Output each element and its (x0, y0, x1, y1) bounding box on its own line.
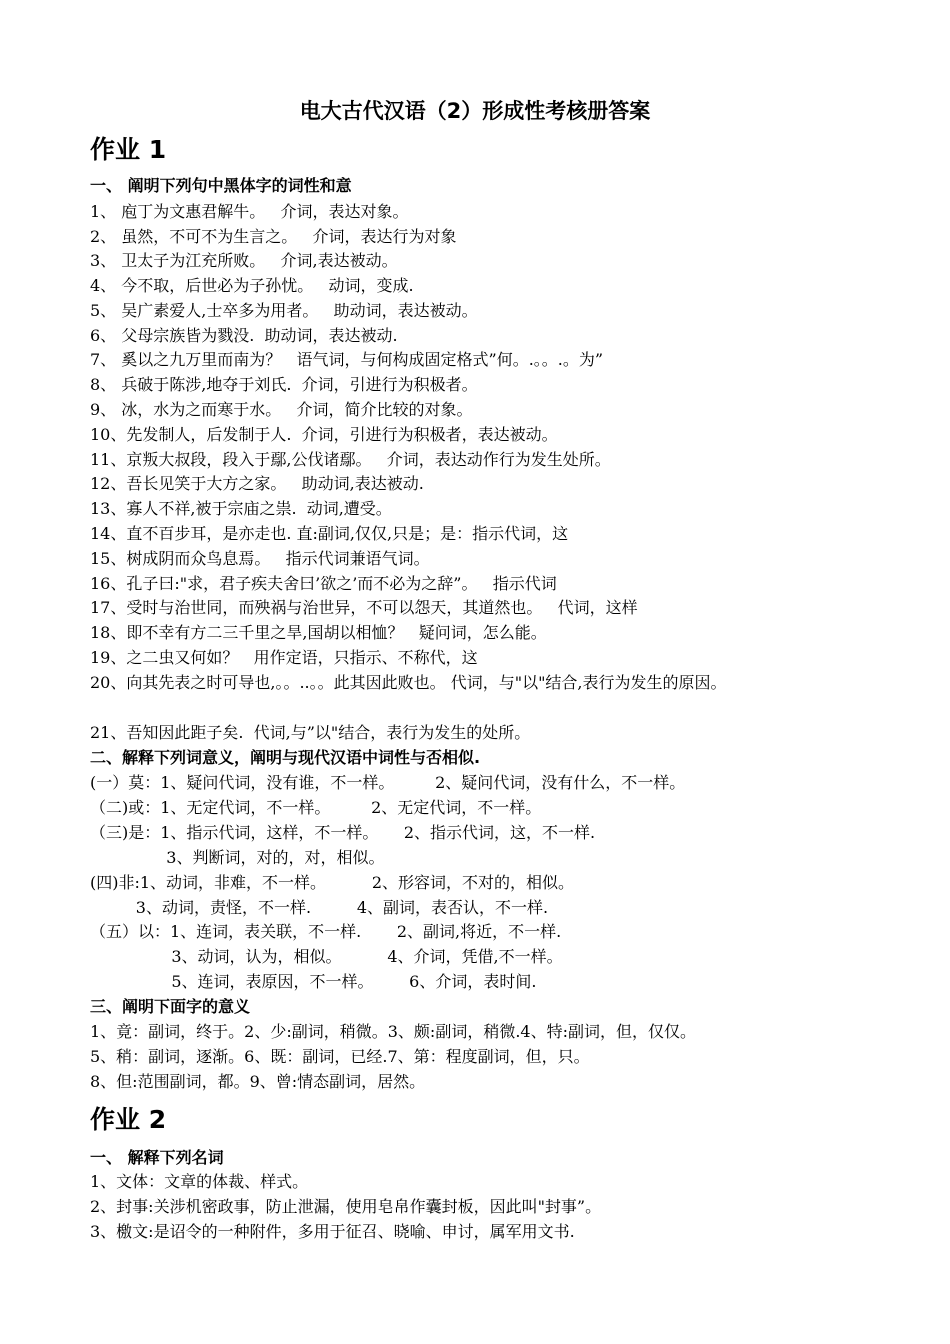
hw1-s2-item: （五）以：1、连词，表关联，不一样. 2、副词,将近，不一样. (90, 922, 562, 941)
hw1-s1-item: 2、 虽然，不可不为生言之。 介词，表达行为对象 (90, 227, 457, 246)
hw2-s1-item: 1、文体：文章的体裁、样式。 (90, 1172, 309, 1191)
hw1-s1-item: 13、寡人不祥,被于宗庙之祟. 动词,遭受。 (90, 499, 392, 518)
hw2-s1-item: 3、檄文:是诏令的一种附件，多用于征召、晓喻、申讨，属军用文书. (90, 1222, 575, 1241)
hw1-s1-item: 7、 奚以之九万里而南为？ 语气词，与何构成固定格式”何。.。。.。为” (90, 350, 604, 369)
hw1-s3-item: 5、稍：副词，逐渐。6、既：副词，已经.7、第：程度副词，但，只。 (90, 1047, 590, 1066)
hw1-s2-item: (四)非:1、动词，非难，不一样。 2、形容词，不对的，相似。 (90, 873, 575, 892)
hw1-s2-item: 3、判断词，对的，对，相似。 (90, 848, 385, 867)
hw1-s1-item: 21、吾知因此距子矣. 代词,与”以"结合，表行为发生的处所。 (90, 723, 531, 742)
hw1-s1-item: 19、之二虫又何如？ 用作定语，只指示、不称代，这 (90, 648, 478, 667)
hw1-s1-item: 12、吾长见笑于大方之家。 助动词,表达被动. (90, 474, 424, 493)
hw2-s1-item: 2、封事:关涉机密政事，防止泄漏，使用皂帛作囊封板，因此叫"封事”。 (90, 1197, 602, 1216)
hw1-s2-item: (一）莫：1、疑问代词，没有谁，不一样。 2、疑问代词，没有什么，不一样。 (90, 773, 686, 792)
hw1-s1-item: 6、 父母宗族皆为戮没. 助动词，表达被动. (90, 326, 398, 345)
hw1-s1-item: 17、受时与治世同，而殃祸与治世异，不可以怨天，其道然也。 代词，这样 (90, 598, 638, 617)
homework-1-heading: 作业 1 (90, 135, 167, 164)
hw1-s3-item: 1、竟：副词，终于。2、少:副词，稍微。3、颇:副词，稍微.4、特:副词，但，仅仅。 (90, 1022, 696, 1041)
hw1-s3-item: 8、但:范围副词，都。9、曾:情态副词，居然。 (90, 1072, 426, 1091)
homework-2-heading: 作业 2 (90, 1105, 167, 1134)
hw1-s1-item: 15、树成阴而众鸟息焉。 指示代词兼语气词。 (90, 549, 430, 568)
hw1-s1-item: 20、向其先表之时可导也,。。..。。此其因此败也。 代词，与"以"结合,表行为发生的原因。 (90, 673, 727, 692)
hw1-section-3-title: 三、阐明下面字的意义 (90, 997, 251, 1016)
hw1-s1-item: 11、京叛大叔段，段入于鄢,公伐诸鄢。 介词，表达动作行为发生处所。 (90, 450, 611, 469)
hw2-section-1-title: 一、 解释下列名词 (90, 1148, 224, 1167)
hw1-s1-item: 3、 卫太子为江充所败。 介词,表达被动。 (90, 251, 398, 270)
hw1-s1-item: 8、 兵破于陈涉,地夺于刘氏. 介词，引进行为积极者。 (90, 375, 478, 394)
hw1-section-1-title: 一、 阐明下列句中黑体字的词性和意 (90, 176, 352, 195)
hw1-s1-item: 5、 吴广素爱人,士卒多为用者。 助动词，表达被动。 (90, 301, 478, 320)
hw1-s2-item: 5、连词，表原因，不一样。 6、介词，表时间. (90, 972, 537, 991)
hw1-s1-item: 16、孔子曰:"求，君子疾夫舍曰’欲之’而不必为之辞”。 指示代词 (90, 574, 557, 593)
hw1-s2-item: （三)是：1、指示代词，这样，不一样。 2、指示代词，这，不一样. (90, 823, 596, 842)
document-title: 电大古代汉语（2）形成性考核册答案 (299, 99, 651, 123)
hw1-s2-item: 3、动词，责怪，不一样. 4、副词，表否认，不一样. (90, 898, 549, 917)
hw1-s1-item: 18、即不幸有方二三千里之旱,国胡以相恤？ 疑问词，怎么能。 (90, 623, 547, 642)
hw1-s1-item: 10、先发制人，后发制于人. 介词，引进行为积极者，表达被动。 (90, 425, 558, 444)
hw1-s2-item: 3、动词，认为，相似。 4、介词，凭借,不一样。 (90, 947, 563, 966)
hw1-s2-item: （二)或：1、无定代词，不一样。 2、无定代词，不一样。 (90, 798, 542, 817)
hw1-s1-item: 14、直不百步耳，是亦走也. 直:副词,仅仅,只是；是：指示代词，这 (90, 524, 569, 543)
hw1-s1-item: 4、 今不取，后世必为子孙忧。 动词，变成. (90, 276, 414, 295)
hw1-s1-item: 9、 冰，水为之而寒于水。 介词，简介比较的对象。 (90, 400, 473, 419)
hw1-section-2-title: 二、解释下列词意义，阐明与现代汉语中词性与否相似. (90, 748, 481, 767)
hw1-s1-item: 1、 庖丁为文惠君解牛。 介词，表达对象。 (90, 202, 409, 221)
